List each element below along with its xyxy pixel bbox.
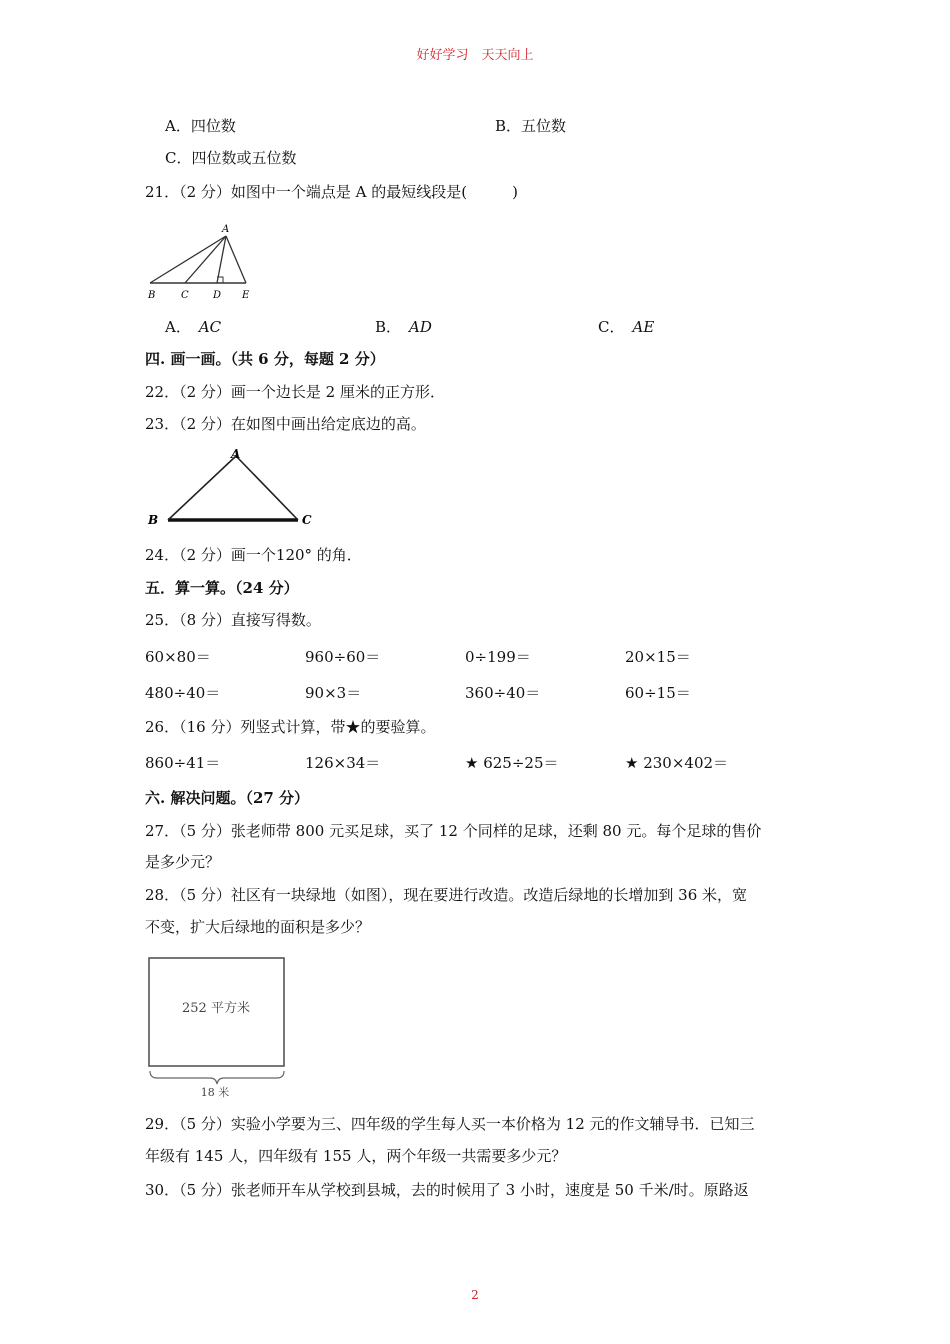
- question-25: 25．（8 分）直接写得数。: [145, 611, 321, 629]
- figure-21-label-e: E: [242, 290, 250, 301]
- triangle-figure-21: [140, 218, 260, 306]
- section-4-heading: 四. 画一画。（共 6 分，每题 2 分）: [145, 350, 385, 368]
- figure-28-length-label: 18 米: [200, 1086, 230, 1099]
- figure-23-label-c: C: [302, 513, 312, 527]
- calc-25-3: 0÷199＝: [465, 648, 531, 666]
- option-a: A．四位数: [165, 117, 236, 135]
- question-22: 22．（2 分）画一个边长是 2 厘米的正方形．: [145, 383, 445, 401]
- calc-25-4: 20×15＝: [625, 648, 691, 666]
- calc-25-7: 360÷40＝: [465, 684, 541, 702]
- question-23: 23．（2 分）在如图中画出给定底边的高。: [145, 415, 426, 433]
- figure-21-label-b: B: [148, 290, 156, 301]
- question-28-line-2: 不变，扩大后绿地的面积是多少？: [145, 918, 371, 936]
- figure-28-area-label: 252 平方米: [182, 1001, 250, 1016]
- option-c: C．四位数或五位数: [165, 149, 297, 167]
- question-21: 21．（2 分）如图中一个端点是 A 的最短线段是( ): [145, 183, 518, 201]
- figure-23-label-a: A: [231, 447, 241, 461]
- calc-25-8: 60÷15＝: [625, 684, 691, 702]
- question-30-line-1: 30．（5 分）张老师开车从学校到县城，去的时候用了 3 小时，速度是 50 千米/时。原路返: [145, 1181, 749, 1199]
- question-24: 24．（2 分）画一个120° 的角．: [145, 546, 362, 564]
- triangle-figure-23: [140, 445, 320, 531]
- section-6-heading: 六. 解决问题。（27 分）: [145, 789, 310, 807]
- figure-21-label-a: A: [222, 224, 230, 235]
- calc-25-5: 480÷40＝: [145, 684, 221, 702]
- calc-26-3: ★ 625÷25＝: [465, 754, 559, 772]
- option-21-c: C． AE: [598, 318, 655, 336]
- option-b: B．五位数: [495, 117, 567, 135]
- figure-21-label-d: D: [213, 290, 222, 301]
- question-29-line-1: 29．（5 分）实验小学要为三、四年级的学生每人买一本价格为 12 元的作文辅导书．已知三: [145, 1115, 755, 1133]
- figure-23-label-b: B: [148, 513, 159, 527]
- figure-21-label-c: C: [181, 290, 189, 301]
- question-26: 26．（16 分）列竖式计算，带★的要验算。: [145, 718, 436, 736]
- calc-25-1: 60×80＝: [145, 648, 211, 666]
- rectangle-figure-28: [140, 950, 300, 1100]
- question-28-line-1: 28．（5 分）社区有一块绿地（如图），现在要进行改造。改造后绿地的长增加到 36 米，宽: [145, 886, 748, 904]
- section-5-heading: 五．算一算。（24 分）: [145, 579, 299, 597]
- question-27-line-2: 是多少元？: [145, 853, 221, 871]
- option-21-a: A． AC: [165, 318, 222, 336]
- option-21-b: B． AD: [375, 318, 432, 336]
- calc-26-2: 126×34＝: [305, 754, 381, 772]
- calc-25-2: 960÷60＝: [305, 648, 381, 666]
- calc-26-4: ★ 230×402＝: [625, 754, 729, 772]
- page-header: 好好学习 天天向上: [416, 48, 534, 63]
- calc-25-6: 90×3＝: [305, 684, 362, 702]
- question-27-line-1: 27．（5 分）张老师带 800 元买足球，买了 12 个同样的足球，还剩 80 元。每个足球的售价: [145, 822, 762, 840]
- page-number: 2: [471, 1288, 479, 1302]
- question-29-line-2: 年级有 145 人，四年级有 155 人，两个年级一共需要多少元？: [145, 1147, 567, 1165]
- calc-26-1: 860÷41＝: [145, 754, 221, 772]
